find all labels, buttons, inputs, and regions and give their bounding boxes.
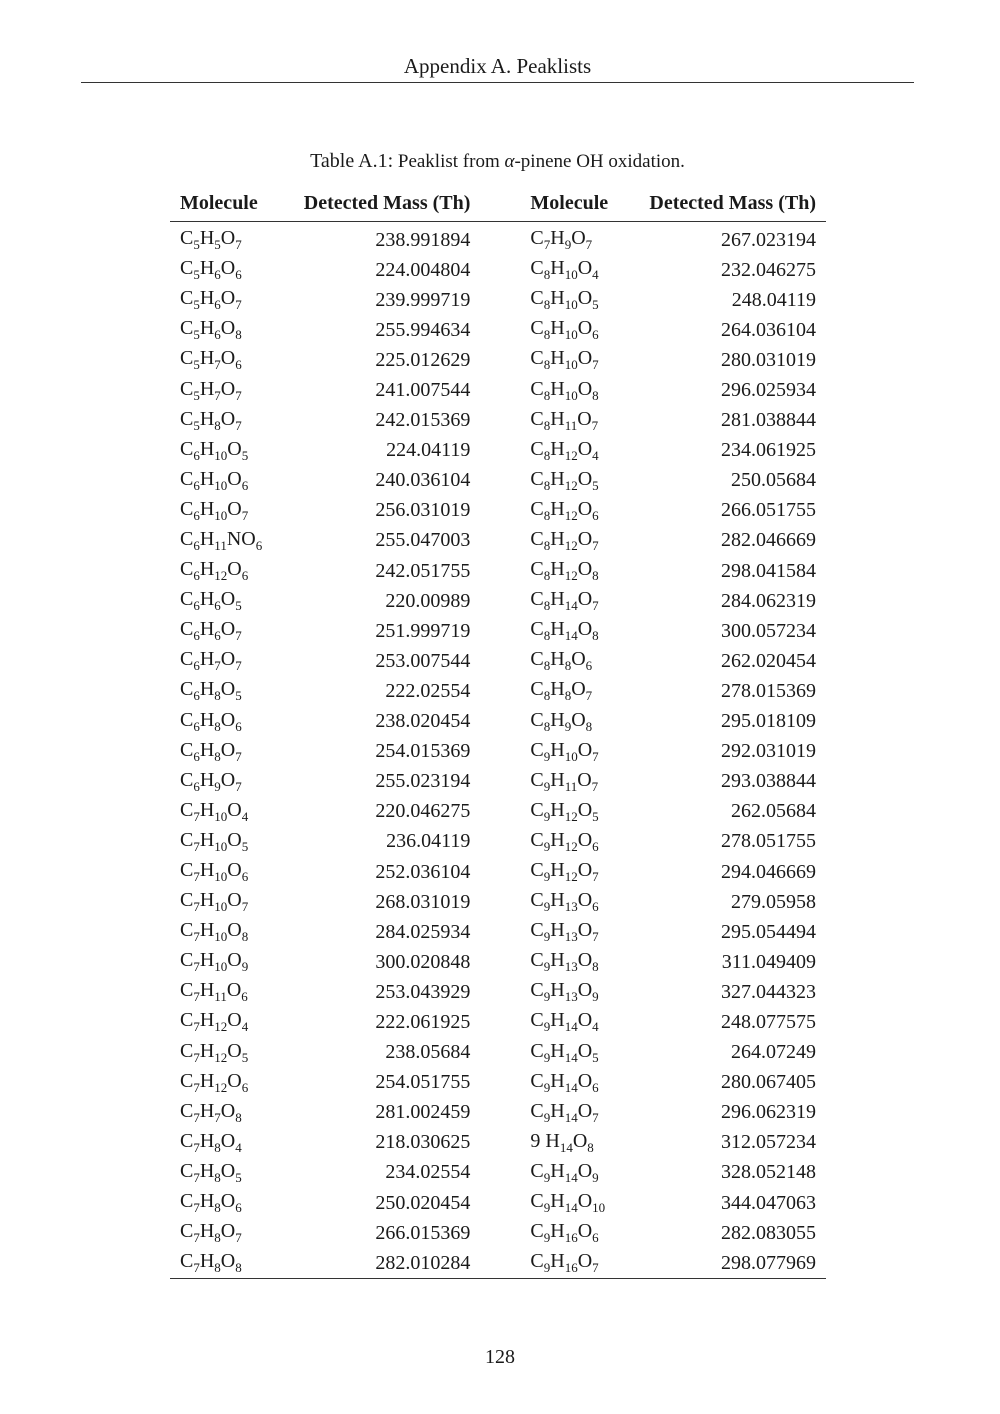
molecule-cell: $C_8H_{12}O_6$ — [530, 497, 599, 523]
table-row — [170, 285, 826, 315]
molecule-cell: $C_6H_{11}NO_6$ — [180, 527, 263, 553]
molecule-cell: $C_7H_8O_5$ — [180, 1159, 242, 1185]
molecule-cell: $C_6H_{12}O_6$ — [180, 558, 249, 584]
table-row — [170, 466, 826, 496]
molecule-cell: $C_7H_{10}O_5$ — [180, 828, 249, 854]
molecule-cell: $C_7H_8O_7$ — [180, 1220, 242, 1246]
mass-cell: 256.031019 — [375, 499, 471, 522]
table-row — [170, 375, 826, 405]
table-row — [170, 947, 826, 977]
molecule-cell: $C_6H_{10}O_7$ — [180, 497, 249, 523]
molecule-cell: $C_7H_8O_4$ — [180, 1129, 242, 1155]
mass-cell: 311.049409 — [721, 950, 816, 973]
peaklist-table — [170, 186, 826, 1279]
table-row — [170, 977, 826, 1007]
mass-cell: 312.057234 — [721, 1131, 816, 1154]
molecule-cell: $C_6H_6O_5$ — [180, 588, 242, 614]
molecule-cell: $C_8H_{14}O_8$ — [530, 618, 599, 644]
running-header-title: Appendix A. Peaklists — [403, 54, 592, 78]
mass-cell: 251.999719 — [375, 619, 471, 642]
mass-cell: 268.031019 — [375, 890, 471, 913]
table-row — [170, 526, 826, 556]
molecule-cell: 9 $H_{14}O_8$ — [530, 1129, 594, 1155]
molecule-cell: $C_9H_{14}O_4$ — [530, 1009, 599, 1035]
column-header-mass-left: Detected Mass (Th) — [280, 186, 481, 222]
molecule-cell: $C_8H_8O_7$ — [530, 678, 593, 704]
table-row — [170, 222, 826, 256]
table-row — [170, 556, 826, 586]
molecule-cell: $C_5H_7O_6$ — [180, 347, 242, 373]
table-row — [170, 1188, 826, 1218]
molecule-cell: $C_9H_{11}O_7$ — [530, 768, 599, 794]
mass-cell: 298.077969 — [625, 1248, 826, 1279]
mass-cell: 220.00989 — [385, 589, 471, 612]
table-caption-text-after: -pinene OH oxidation. — [514, 151, 685, 172]
molecule-cell: $C_7H_{10}O_4$ — [180, 798, 249, 824]
table-row — [170, 676, 826, 706]
running-header — [81, 52, 914, 83]
molecule-cell: $C_8H_{10}O_4$ — [530, 257, 599, 283]
mass-cell: 278.015369 — [721, 679, 816, 702]
molecule-cell: $C_7H_{11}O_6$ — [180, 979, 248, 1005]
mass-cell: 255.023194 — [375, 770, 471, 793]
mass-cell: 248.077575 — [721, 1010, 816, 1033]
table-row — [170, 436, 826, 466]
molecule-cell: $C_7H_8O_6$ — [180, 1190, 242, 1216]
molecule-cell: $C_5H_7O_7$ — [180, 377, 242, 403]
table-row — [170, 586, 826, 616]
table-row — [170, 797, 826, 827]
mass-cell: 264.07249 — [731, 1041, 816, 1064]
molecule-cell: $C_5H_5O_7$ — [180, 227, 242, 253]
mass-cell: 327.044323 — [721, 980, 816, 1003]
mass-cell: 250.05684 — [731, 469, 816, 492]
mass-cell: 220.046275 — [375, 800, 471, 823]
molecule-cell: $C_8H_{10}O_8$ — [530, 377, 599, 403]
table-row — [170, 1038, 826, 1068]
molecule-cell: $C_7H_8O_8$ — [170, 1248, 280, 1279]
table-row — [170, 887, 826, 917]
molecule-cell: $C_9H_{12}O_5$ — [530, 798, 599, 824]
molecule-cell: $C_8H_{10}O_6$ — [530, 317, 599, 343]
mass-cell: 281.002459 — [375, 1101, 471, 1124]
table-row — [170, 1068, 826, 1098]
mass-cell: 279.05958 — [731, 890, 816, 913]
mass-cell: 238.020454 — [375, 710, 471, 733]
mass-cell: 295.018109 — [721, 710, 816, 733]
table-row — [170, 255, 826, 285]
molecule-cell: $C_5H_6O_6$ — [180, 257, 242, 283]
table-caption-text-before: Peaklist from — [393, 151, 505, 172]
mass-cell: 280.031019 — [721, 348, 816, 371]
mass-cell: 282.046669 — [721, 529, 816, 552]
mass-cell: 294.046669 — [721, 860, 816, 883]
mass-cell: 254.051755 — [375, 1071, 471, 1094]
mass-cell: 344.047063 — [721, 1191, 816, 1214]
table-row — [170, 1098, 826, 1128]
column-header-molecule-right: Molecule — [520, 186, 625, 222]
mass-cell: 238.05684 — [385, 1041, 471, 1064]
molecule-cell: $C_7H_{10}O_9$ — [180, 949, 249, 975]
table-row — [170, 1128, 826, 1158]
mass-cell: 282.083055 — [721, 1221, 816, 1244]
molecule-cell: $C_6H_7O_7$ — [180, 648, 242, 674]
mass-cell: 240.036104 — [375, 469, 471, 492]
molecule-cell: $C_9H_{14}O_6$ — [530, 1069, 599, 1095]
molecule-cell: $C_9H_{14}O_{10}$ — [530, 1190, 606, 1216]
mass-cell: 266.051755 — [721, 499, 816, 522]
mass-cell: 278.051755 — [721, 830, 816, 853]
molecule-cell: $C_9H_{14}O_5$ — [530, 1039, 599, 1065]
molecule-cell: $C_8H_{12}O_5$ — [530, 467, 599, 493]
table-row — [170, 707, 826, 737]
table-row — [170, 1218, 826, 1248]
mass-cell: 298.041584 — [721, 559, 816, 582]
molecule-cell: $C_6H_8O_5$ — [180, 678, 242, 704]
molecule-cell: $C_7H_{12}O_5$ — [180, 1039, 249, 1065]
molecule-cell: $C_7H_{10}O_6$ — [180, 859, 249, 885]
molecule-cell: $C_5H_6O_8$ — [180, 317, 242, 343]
molecule-cell: $C_9H_{13}O_9$ — [530, 979, 599, 1005]
molecule-cell: $C_8H_8O_6$ — [530, 648, 593, 674]
molecule-cell: $C_6H_6O_7$ — [180, 618, 242, 644]
molecule-cell: $C_9H_{14}O_9$ — [530, 1159, 599, 1185]
table-caption-label: Table A.1: — [310, 150, 394, 172]
table-header — [170, 186, 826, 222]
molecule-cell: $C_6H_8O_6$ — [180, 708, 242, 734]
mass-cell: 234.061925 — [721, 439, 816, 462]
mass-cell: 224.04119 — [386, 439, 471, 462]
mass-cell: 282.010284 — [280, 1248, 481, 1279]
column-header-molecule-left: Molecule — [170, 186, 280, 222]
mass-cell: 248.04119 — [731, 288, 816, 311]
mass-cell: 224.004804 — [375, 258, 471, 281]
mass-cell: 218.030625 — [375, 1131, 471, 1154]
mass-cell: 250.020454 — [375, 1191, 471, 1214]
column-header-mass-right: Detected Mass (Th) — [625, 186, 826, 222]
table-row — [170, 646, 826, 676]
mass-cell: 242.015369 — [375, 409, 471, 432]
table-caption — [170, 148, 825, 175]
mass-cell: 253.007544 — [375, 649, 471, 672]
molecule-cell: $C_9H_{16}O_6$ — [530, 1220, 599, 1246]
table-row — [170, 1158, 826, 1188]
molecule-cell: $C_6H_{10}O_5$ — [180, 437, 249, 463]
molecule-cell: $C_7H_7O_8$ — [180, 1099, 242, 1125]
mass-cell: 239.999719 — [375, 288, 471, 311]
mass-cell: 232.046275 — [721, 258, 816, 281]
mass-cell: 266.015369 — [375, 1221, 471, 1244]
molecule-cell: $C_6H_8O_7$ — [180, 738, 242, 764]
molecule-cell: $C_9H_{13}O_6$ — [530, 889, 599, 915]
table-header-row — [170, 186, 826, 222]
mass-cell: 296.025934 — [721, 379, 816, 402]
molecule-cell: $C_8H_{12}O_4$ — [530, 437, 599, 463]
alpha-symbol: α — [504, 151, 515, 172]
mass-cell: 295.054494 — [721, 920, 816, 943]
molecule-cell: $C_9H_{13}O_8$ — [530, 949, 599, 975]
mass-cell: 234.02554 — [385, 1161, 471, 1184]
molecule-cell: $C_9H_{12}O_7$ — [530, 859, 599, 885]
mass-cell: 222.061925 — [375, 1010, 471, 1033]
mass-cell: 236.04119 — [386, 830, 471, 853]
mass-cell: 293.038844 — [721, 770, 816, 793]
table-row — [170, 345, 826, 375]
molecule-cell: $C_9H_{12}O_6$ — [530, 828, 599, 854]
molecule-cell: $C_8H_{14}O_7$ — [530, 588, 599, 614]
mass-cell: 281.038844 — [721, 409, 816, 432]
mass-cell: 255.994634 — [375, 318, 471, 341]
table-row — [170, 616, 826, 646]
table-row — [170, 406, 826, 436]
molecule-cell: $C_5H_6O_7$ — [180, 287, 242, 313]
table-row — [170, 315, 826, 345]
mass-cell: 252.036104 — [375, 860, 471, 883]
mass-cell: 292.031019 — [721, 740, 816, 763]
molecule-cell: $C_8H_{12}O_7$ — [530, 527, 599, 553]
mass-cell: 284.025934 — [375, 920, 471, 943]
mass-cell: 255.047003 — [375, 529, 471, 552]
molecule-cell: $C_8H_{12}O_8$ — [530, 558, 599, 584]
page-number: 128 — [485, 1346, 515, 1368]
molecule-cell: $C_6H_{10}O_6$ — [180, 467, 249, 493]
table-row — [170, 767, 826, 797]
mass-cell: 328.052148 — [721, 1161, 816, 1184]
mass-cell: 254.015369 — [375, 740, 471, 763]
mass-cell: 300.057234 — [721, 619, 816, 642]
molecule-cell: $C_7H_{10}O_8$ — [180, 919, 249, 945]
molecule-cell: $C_7H_{10}O_7$ — [180, 889, 249, 915]
mass-cell: 280.067405 — [721, 1071, 816, 1094]
table-row — [170, 917, 826, 947]
molecule-cell: $C_7H_{12}O_6$ — [180, 1069, 249, 1095]
mass-cell: 262.05684 — [731, 800, 816, 823]
molecule-cell: $C_9H_{10}O_7$ — [530, 738, 599, 764]
table-row — [170, 1248, 826, 1279]
mass-cell: 253.043929 — [375, 980, 471, 1003]
molecule-cell: $C_7H_{12}O_4$ — [180, 1009, 249, 1035]
molecule-cell: $C_8H_{10}O_7$ — [530, 347, 599, 373]
molecule-cell: $C_8H_9O_8$ — [530, 708, 593, 734]
table-row — [170, 496, 826, 526]
molecule-cell: $C_5H_8O_7$ — [180, 407, 242, 433]
mass-cell: 264.036104 — [721, 318, 816, 341]
mass-cell: 284.062319 — [721, 589, 816, 612]
table-row — [170, 737, 826, 767]
molecule-cell: $C_8H_{10}O_5$ — [530, 287, 599, 313]
molecule-cell: $C_9H_{13}O_7$ — [530, 919, 599, 945]
molecule-cell: $C_9H_{14}O_7$ — [530, 1099, 599, 1125]
mass-cell: 225.012629 — [375, 348, 471, 371]
mass-cell: 238.991894 — [375, 228, 471, 251]
molecule-cell: $C_7H_9O_7$ — [530, 227, 593, 253]
mass-cell: 262.020454 — [721, 649, 816, 672]
mass-cell: 222.02554 — [385, 679, 471, 702]
mass-cell: 300.020848 — [375, 950, 471, 973]
table-row — [170, 1007, 826, 1037]
table-row — [170, 857, 826, 887]
mass-cell: 241.007544 — [375, 379, 471, 402]
mass-cell: 296.062319 — [721, 1101, 816, 1124]
mass-cell: 267.023194 — [721, 228, 816, 251]
molecule-cell: $C_8H_{11}O_7$ — [530, 407, 599, 433]
molecule-cell: $C_9H_{16}O_7$ — [520, 1248, 625, 1279]
molecule-cell: $C_6H_9O_7$ — [180, 768, 242, 794]
table-body — [170, 222, 826, 1279]
table-row — [170, 827, 826, 857]
mass-cell: 242.051755 — [375, 559, 471, 582]
